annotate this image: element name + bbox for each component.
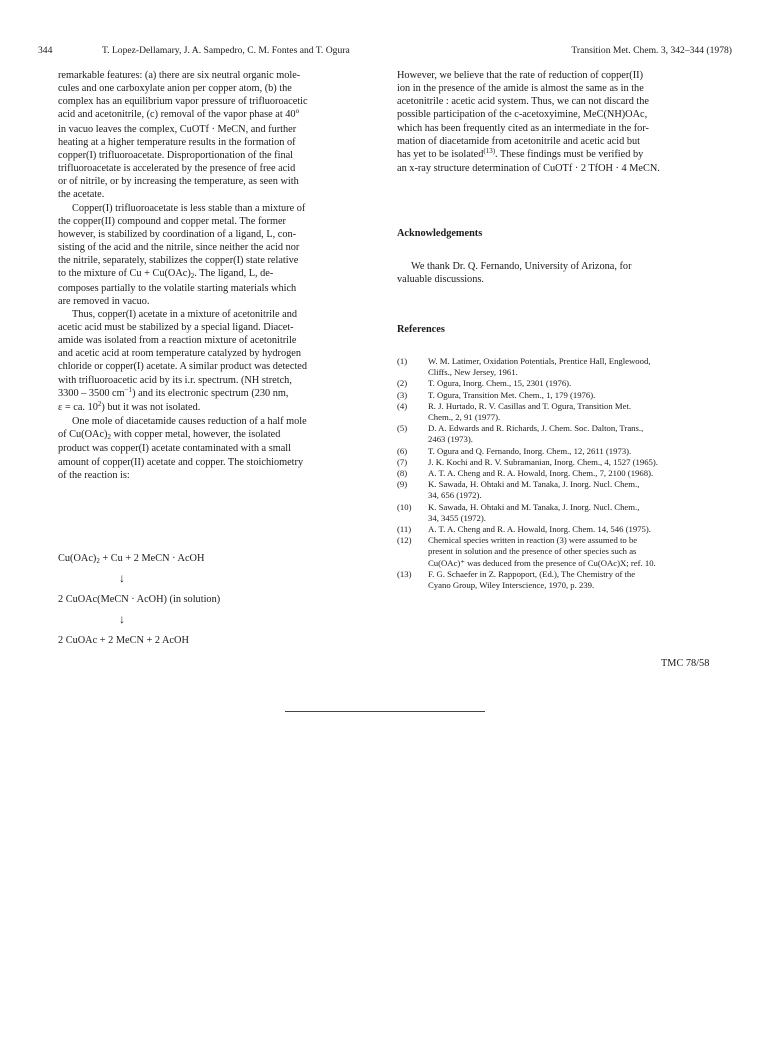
- text-line: are removed in vacuo.: [58, 295, 150, 307]
- right-column: [397, 69, 735, 175]
- reaction-arrow-1: ↓: [119, 571, 125, 585]
- text-line: of the reaction is:: [58, 469, 130, 481]
- reference-item: [397, 569, 737, 591]
- reference-number: (7): [397, 456, 408, 467]
- acknowledgements-text: [397, 260, 735, 286]
- text-line: acetonitrile : acetic acid system. Thus, we can not discard the: [397, 96, 649, 108]
- reference-list: [397, 356, 737, 591]
- reference-item: [397, 479, 737, 501]
- reference-text: Chemical species written in reaction (3) were assumed to be: [428, 535, 638, 546]
- reference-number: (3): [397, 389, 408, 400]
- reference-item: [397, 378, 737, 389]
- reference-text: Chem., 2, 91 (1977).: [428, 412, 501, 423]
- reference-number: (5): [397, 423, 408, 434]
- reference-number: (1): [397, 356, 408, 366]
- left-paragraph-1: [58, 69, 376, 202]
- text-line: chloride or copper(I) acetate. A similar product was detected: [58, 361, 308, 373]
- header-journal: Transition Met. Chem. 3, 342–344 (1978): [571, 45, 732, 56]
- text-line: in vacuo leaves the complex, CuOTf · MeCN, and further: [58, 123, 297, 135]
- text-line: copper(I) trifluoroacetate. Disproportionation of the final: [58, 149, 294, 161]
- reference-text: K. Sawada, H. Ohtaki and M. Tanaka, J. Inorg. Nucl. Chem.,: [428, 501, 640, 512]
- reference-item: [397, 502, 737, 524]
- text-line: the acetate.: [58, 189, 105, 201]
- right-paragraph-1: [397, 69, 735, 175]
- reference-item: [397, 535, 737, 569]
- text-line: composes partially to the volatile starting materials which: [58, 282, 297, 294]
- left-paragraph-3: [58, 308, 376, 415]
- reference-number: (2): [397, 378, 408, 389]
- left-paragraph-4: [58, 415, 376, 482]
- text-line: 3300 – 3500 $cm^{-1}$) and its electronic spectrum (230 nm,: [58, 385, 289, 399]
- reference-text: Cliffs., New Jersey, 1961.: [428, 367, 518, 378]
- manuscript-code: TMC 78/58: [661, 658, 710, 669]
- reference-number: (8): [397, 468, 408, 479]
- reference-number: (6): [397, 445, 408, 456]
- text-line: amide was isolated from a reaction mixture of acetonitrile: [58, 335, 297, 347]
- reference-text: T. Ogura and Q. Fernando, Inorg. Chem., 12, 2611 (1973).: [428, 445, 632, 456]
- reference-number: (13): [397, 568, 412, 579]
- text-line: ion in the presence of the amide is almost the same as in the: [397, 83, 644, 95]
- reference-item: [397, 356, 737, 378]
- text-line: sisting of the acid and the nitrile, since neither the acid nor: [58, 242, 300, 254]
- page-number: 344: [38, 45, 53, 56]
- text-line: the copper(II) compound and copper metal. The former: [58, 215, 286, 227]
- references-heading: References: [397, 324, 445, 335]
- reference-text: D. A. Edwards and R. Richards, J. Chem. Soc. Dalton, Trans.,: [428, 423, 644, 434]
- running-header: [38, 44, 732, 58]
- reaction-arrow-2: ↓: [119, 612, 125, 626]
- left-column: [58, 69, 376, 482]
- text-line: mation of diacetamide from acetonitrile and acetic acid but: [397, 135, 641, 147]
- reference-text: 34, 3455 (1972).: [428, 512, 486, 523]
- text-line: to the mixture of Cu + Cu(OAc)2. The ligand, L, de-: [58, 268, 274, 281]
- reference-text: present in solution and the presence of other species such as: [428, 546, 637, 557]
- text-line: We thank Dr. Q. Fernando, University of Arizona, for: [411, 261, 632, 272]
- reference-item: [397, 457, 737, 468]
- acknowledgements-heading: Acknowledgements: [397, 228, 483, 239]
- text-line: cules and one carboxylate anion per copper atom, (b) the: [58, 83, 292, 95]
- end-rule: [285, 711, 485, 712]
- text-line: Thus, copper(I) acetate in a mixture of acetonitrile and: [72, 308, 297, 320]
- text-line: or of nitrile, or by increasing the temperature, as seen with: [58, 176, 299, 188]
- reference-text: W. M. Latimer, Oxidation Potentials, Prentice Hall, Englewood,: [428, 356, 651, 366]
- left-paragraph-2: [58, 202, 376, 308]
- text-line: with trifluoroacetic acid by its i.r. spectrum. (NH stretch,: [58, 374, 292, 386]
- text-line: However, we believe that the rate of reduction of copper(II): [397, 70, 644, 81]
- text-line: has yet to be isolated$^{(13)}$. These findings must be verified by: [397, 146, 644, 160]
- reference-item: [397, 468, 737, 479]
- reference-item: [397, 401, 737, 423]
- reaction-line-1: Cu(OAc)2 + Cu + 2 MeCN · AcOH: [58, 553, 205, 565]
- reference-text: R. J. Hurtado, R. V. Casillas and T. Ogura, Transition Met.: [428, 400, 632, 411]
- text-line: acetic acid must be stabilized by a special ligand. Diacet-: [58, 321, 294, 333]
- reference-item: [397, 423, 737, 445]
- text-line: Copper(I) trifluoroacetate is less stable than a mixture of: [72, 202, 306, 214]
- text-line: acid and acetonitrile, (c) removal of the vapor phase at 40$^o$: [58, 107, 300, 121]
- text-line: which has been frequently cited as an intermediate in the for-: [397, 122, 649, 134]
- reference-text: J. K. Kochi and R. V. Subramanian, Inorg. Chem., 4, 1527 (1965).: [428, 456, 658, 467]
- reference-text: A. T. A. Cheng and R. A. Howald, Inorg. Chem. 14, 546 (1975).: [428, 524, 651, 535]
- reference-number: (4): [397, 400, 408, 411]
- text-line: trifluoroacetate is accelerated by the presence of free acid: [58, 163, 296, 175]
- reference-text: F. G. Schaefer in Z. Rappoport, (Ed.), The Chemistry of the: [428, 568, 636, 579]
- text-line: ε = ca. $10^2$) but it was not isolated.: [58, 399, 201, 413]
- text-line: possible participation of the c-acetoxyimine, MeC(NH)OAc,: [397, 109, 648, 121]
- text-line: valuable discussions.: [397, 274, 484, 286]
- reference-text: A. T. A. Cheng and R. A. Howald, Inorg. Chem., 7, 2100 (1968).: [428, 468, 654, 479]
- reaction-line-2: 2 CuOAc(MeCN · AcOH) (in solution): [58, 594, 221, 605]
- reaction-line-3: 2 CuOAc + 2 MeCN + 2 AcOH: [58, 635, 189, 646]
- reference-text: Cyano Group, Wiley Interscience, 1970, p. 239.: [428, 580, 595, 591]
- text-line: One mole of diacetamide causes reduction of a half mole: [72, 416, 307, 428]
- header-authors: T. Lopez-Dellamary, J. A. Sampedro, C. M. Fontes and T. Ogura: [102, 45, 350, 56]
- reference-text: K. Sawada, H. Ohtaki and M. Tanaka, J. Inorg. Nucl. Chem.,: [428, 479, 640, 490]
- reference-number: (9): [397, 479, 408, 490]
- text-line: remarkable features: (a) there are six neutral organic mole-: [58, 70, 301, 81]
- text-line: of Cu(OAc)2 with copper metal, however, the isolated: [58, 429, 281, 442]
- reference-text: T. Ogura, Transition Met. Chem., 1, 179 (1976).: [428, 389, 596, 400]
- reference-text: 2463 (1973).: [428, 434, 473, 445]
- reference-item: [397, 446, 737, 457]
- reference-text: 34, 656 (1972).: [428, 490, 482, 501]
- text-line: heating at a higher temperature results in the formation of: [58, 136, 296, 148]
- text-line: product was copper(I) acetate contaminated with a small: [58, 443, 292, 455]
- text-line: complex has an equilibrium vapor pressure of trifluoroacetic: [58, 96, 308, 108]
- reference-number: (12): [397, 535, 412, 546]
- text-line: an x-ray structure determination of CuOTf · 2 TfOH · 4 MeCN.: [397, 163, 660, 175]
- reference-text: Cu(OAc)⁺ was deduced from the presence of Cu(OAc)X; ref. 10.: [428, 557, 656, 568]
- text-line: amount of copper(II) acetate and copper. The stoichiometry: [58, 456, 304, 468]
- reference-number: (11): [397, 524, 412, 535]
- reference-item: [397, 524, 737, 535]
- reference-item: [397, 390, 737, 401]
- text-line: however, is stabilized by coordination of a ligand, L, con-: [58, 228, 297, 240]
- reference-number: (10): [397, 501, 412, 512]
- reference-text: T. Ogura, Inorg. Chem., 15, 2301 (1976).: [428, 378, 572, 389]
- text-line: the nitrile, separately, stabilizes the copper(I) state relative: [58, 255, 299, 267]
- text-line: and acetic acid at room temperature catalyzed by hydrogen: [58, 348, 302, 360]
